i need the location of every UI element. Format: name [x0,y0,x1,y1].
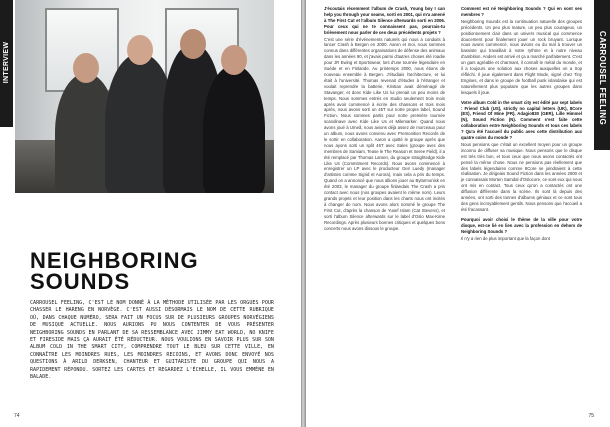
section-label-interview: INTERVIEW [3,41,10,84]
interview-column-1 [324,6,445,235]
article-intro: CARROUSEL FEELING, C'EST LE NOM DONNÉ À LA MÉTHODE UTILISÉE PAR LES ORGUES POUR CHASSER LE HARENG EN NORVÈGE. C'EST AUSSI DÉSORMAIS LE NOM DE CETTE RUBRIQUE OÙ, DANS CHAQUE NUMÉRO, SERA FAIT UN FOCUS SUR DE PLUSIEURS GROUPES NORVÉGIENS DE MUSIQUE ACTUELLE. NOUS AURIONS PU NOUS CONTENTER DE VOUS PRÉSENTER NEIGHBORING SOUNDS EN PARLANT DE SA RESSEMBLANCE AVEC JIMMY EAT WORLD, NO KNIFE ET FIRESIDE MAIS ÇA AURAIT ÉTÉ RÉDUCTEUR. NOUS VOULIONS EN SAVOIR PLUS SUR SON ALBUM COLD IN THE SMART CITY, COMPRENDRE TOUT LE BLEU SUR CETTE VILLE, EN CONNAÎTRE LES MOINDRES RUES, LES MOINDRES RECOINS, ET AVONS DONC ENVOYÉ NOS QUESTIONS À ARILD DERKSEN, CHANTEUR ET GUITARISTE DU GROUPE QUI NOUS A RAPIDEMENT RÉPONDU. SORTEZ LES CARTES ET REGARDEZ L'ÉCHELLE, IL VOUS EMMÈNE EN BALADE. [30,300,274,381]
interview-answer: Il n'y a rien de plus important que la façon dont [461,235,550,241]
title-line-1: NEIGHBORING [30,248,199,273]
band-member-head [221,45,247,75]
band-photo [15,0,274,193]
interview-question: Comment est né Neighboring Sounds ? Qui en sont ses membres ? [461,6,582,17]
page-number-right: 75 [588,413,594,419]
title-line-2: SOUNDS [30,269,131,294]
interview-answer: Neighboring Sounds est la continuation naturelle des groupes précédents. Un peu plus mature, un peu plus courageux, un positionnement clair dans un univers musical qui commence doucement pour finalement jouer un rock bruyant. Lorsque nous avons commencé, nous avions eu du mal à trouver un bassiste qui travaillait à notre rythme et à notre niveau d'ambition. Anders est arrivé et ça a marché parfaitement. C'est un gars agréable et charmant, il connaît le métal du monde, et il a toujours une solution aux choses auxquelles on a trop réfléchi. Il joue également dans Flight Mode, signé chez Tiny Engines, et dans le groupe de football punk islandaise qui est naturellement plus populaire que les autres groupes dans lesquels il joue. [461,18,582,95]
section-label-carrousel-feeling: CARROUSEL FEELING [598,30,607,126]
section-tab-right [594,0,610,150]
band-member-head [180,29,206,59]
left-page [0,0,301,427]
band-member-head [73,53,99,83]
article-title [30,250,199,292]
interview-question: Pourquoi avoir choisi le thème de la ville pour votre disque, est-ce lié en lien avec la profession en dehors de Neighboring Sounds ? [461,216,582,234]
interview-answer: C'est une série d'événements naturels qui nous a conduits à lancer Crash à Bergen en 2000. Aaron et moi, nous sommes connus dans différentes organisations de défense des animaux dans les années 90, et j'avais parmi d'autres choses été roadie pour JR Ewing et Sportswear, lors d'une tournée légendaire en Suède et en Finlande. Au printemps 2000, nous étions de nouveau ensemble à Bergen. J'étudiais l'architecture, et lui était à l'université. Thomas revenait d'études à l'étranger et voulait reprendre la batterie, Kristian avait déménagé de Stavanger, et donc Kide Like Us lui prenait un peu moins de temps. Nous sommes entrés en studio seulement trois mois après avoir commencé à écrire des chansons et trois mois après, nous avons sorti un 45T sur notre propre label, Sound Fiction. Nous sommes partis pour notre première tournée scandinave avec Kide Like Us et Milemarker. Quand nous avons joué à Umeå, nous avions déjà assez de morceaux pour un album, nous avons convenu avec Premonition Records de le sortir en collaboration. Aaron a quitté le groupe après que nous ayons sorti un split 45T avec Sales (groupe avec des membres de Samiam, Tease le The Reason et Seree Field), il a été remplacé par Thomas Larsen, du groupe straightedge Kide Like Us (Commitment Records). Nous avons commencé à enregistrer un LP avec le producteur Geir Luedy (manager d'artistes comme Sigrid et Aurora), mais cela a pris du temps. Quand on a annoncé que nous allions jouer au Bylarmonisk en été 2003, le manager du groupe finlandais The Crash a pris contact avec nous (nos groupes avaient le même nom). Leurs grands projets et leur position dans les charts nous ont incités à changer de nom. Nous avons alors nommé le groupe The First Cut, d'après la chanson de Yusef Islam (Cat Stevens), et sorti l'album Silence afterwards sur le label d'Oslo Max-Kime Recordings. Après plusieurs bonnes critiques et quelques bons concerts nous avons dissous le groupe. [324,36,445,231]
interview-column-2 [461,6,582,245]
right-page [306,0,610,427]
section-tab-left [0,0,13,127]
interview-question: Votre album Cold in the smart city est édité par sept labels : Friend Club (US), strictly no capital letters (UK), 8Core (ES), Friend Of Mine (FR), Adagio830 (GER), Lille Himmel (N), Sound Fiction (N). Comment s'est faite cette collaboration entre Neighboring Sounds et tous ces labels ? Qu'a été l'accueil du public avec cette distribution aux quatre coins du monde ? [461,99,582,141]
interview-answer: Nous pensions que c'était un excellent moyen pour un groupe inconnu de diffuser sa musique. Nous pensons que le disque est très très bon, et tous ceux que nous avons contactés ont pensé la même chose. Nous ne pensions pas réellement que des labels légendaires comme 8Core se joindraient à cette réalisation. Je dirigeais Sound Fiction dans les années 2000 et je connaissais Morten Samdal d'Oslocore, ce sont eux qui nous ont mis en contact. Tous ceux qu'on a contactés ont une diffusion différente dans la scène. Ils sont là depuis des années, ont sorti des tonnes d'albums géniaux et ce sont tous des gens incroyablement gentils. Nous pensons que l'accueil a été fracassant. [461,141,582,212]
band-member [203,65,265,193]
interview-question: J'écoutais récemment l'album de Crash, Young boy I can help you through your seams, sorti en 2001, qui m'a amené à The First Cut et l'album Silence afterwards sorti en 2006. Pour ceux qui ne te connaissent pas, pourrais-tu brièvement nous parler de ces deux précédents projets ? [324,6,445,35]
page-number-left: 74 [14,413,20,419]
band-member-head [127,35,153,65]
